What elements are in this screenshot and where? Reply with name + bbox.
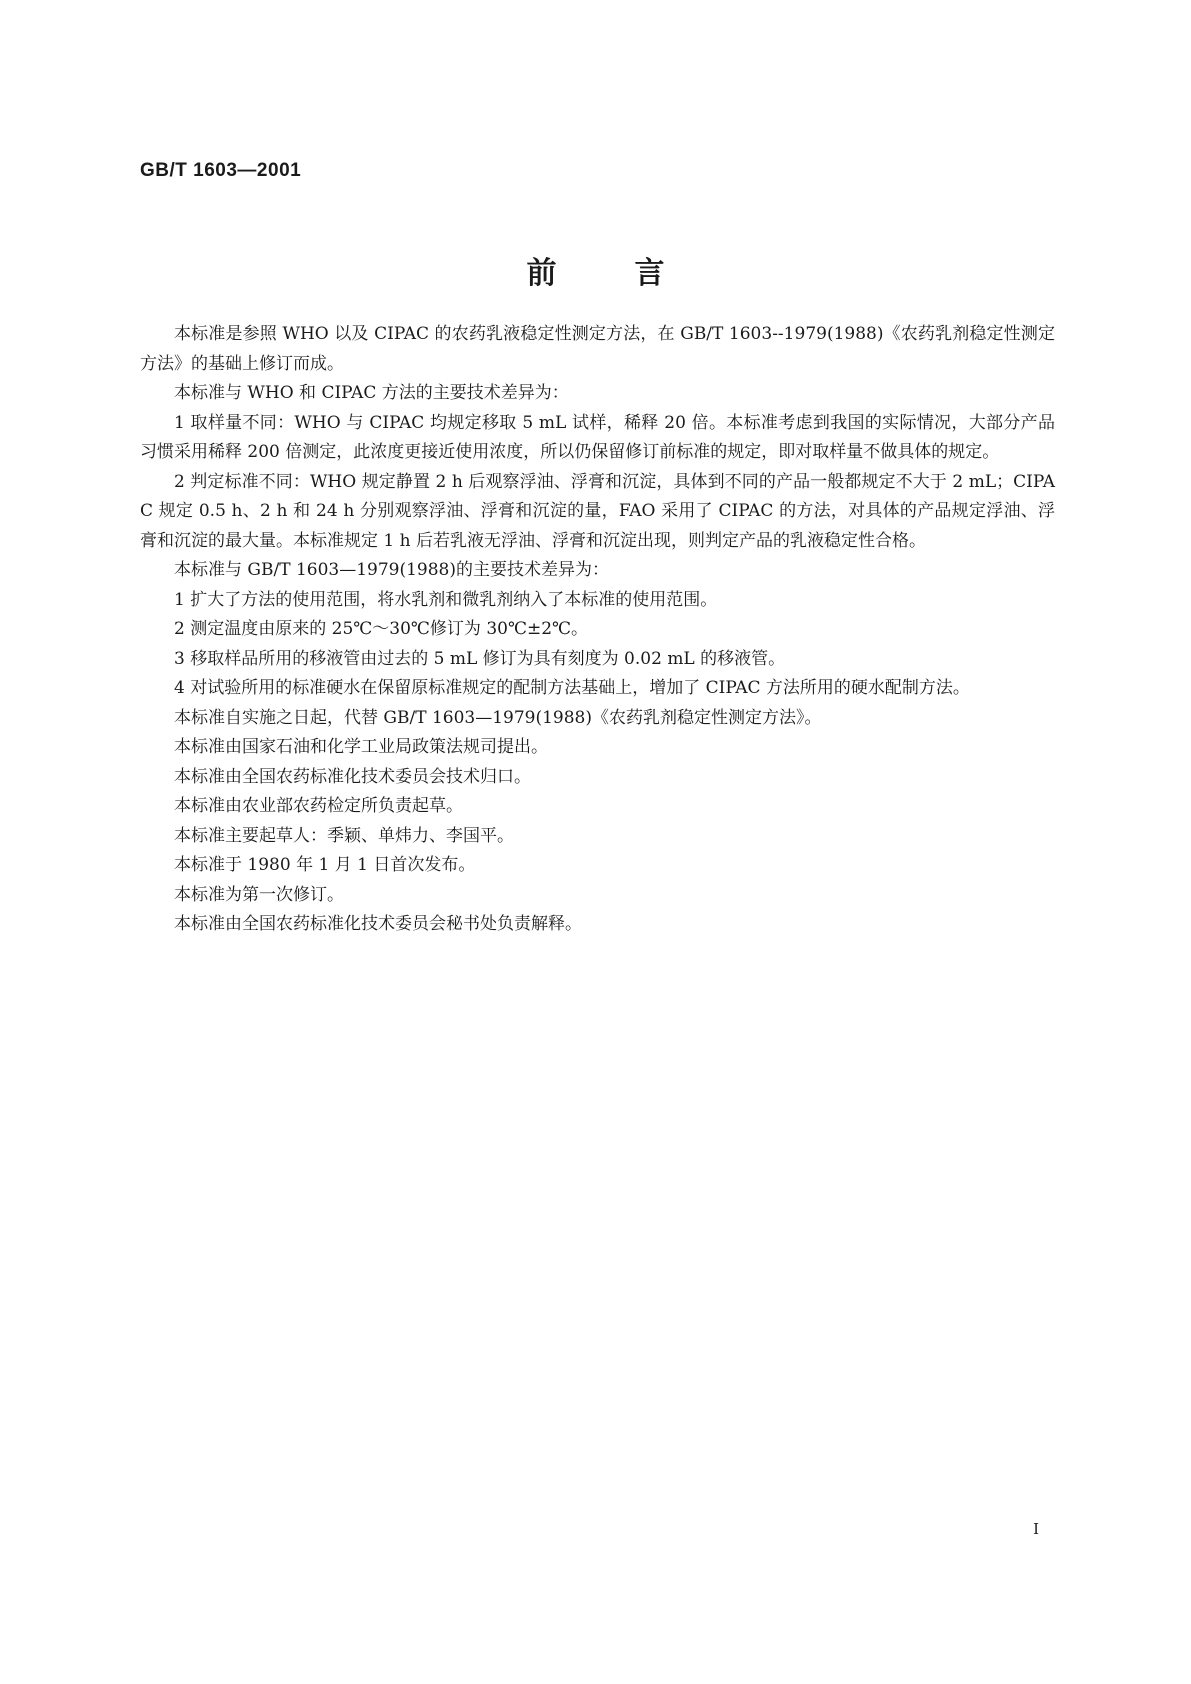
paragraph: 3 移取样品所用的移液管由过去的 5 mL 修订为具有刻度为 0.02 mL 的移液管。 xyxy=(174,648,786,669)
paragraph: 2 判定标准不同：WHO 规定静置 2 h 后观察浮油、浮膏和沉淀，具体到不同的产品一般都规定不大于 2 mL；CIPAC 规定 0.5 h、2 h 和 24 h 分别观察浮油、浮膏和沉淀的量，FAO 采用了 CIPAC 的方法，对具体的产品规定浮油、浮膏和沉淀的最大量。本标准规定 1 h 后若乳液无浮油、浮膏和沉淀出现，则判定产品的乳液稳定性合格。 xyxy=(140,471,1055,551)
document-body xyxy=(140,320,1055,940)
paragraph: 本标准自实施之日起，代替 GB/T 1603—1979(1988)《农药乳剂稳定性测定方法》。 xyxy=(174,707,822,728)
paragraph: 本标准由全国农药标准化技术委员会秘书处负责解释。 xyxy=(174,914,582,934)
standard-code: GB/T 1603—2001 xyxy=(140,160,302,181)
paragraph: 本标准由农业部农药检定所负责起草。 xyxy=(174,796,463,816)
paragraph: 本标准主要起草人：季颖、单炜力、李国平。 xyxy=(174,825,514,846)
paragraph: 1 扩大了方法的使用范围，将水乳剂和微乳剂纳入了本标准的使用范围。 xyxy=(174,589,718,610)
page-number: I xyxy=(1033,1520,1039,1538)
paragraph: 本标准为第一次修订。 xyxy=(174,884,344,905)
page-title: 前言 xyxy=(526,256,743,291)
paragraph: 本标准由国家石油和化学工业局政策法规司提出。 xyxy=(174,737,548,757)
paragraph: 本标准与 GB/T 1603—1979(1988)的主要技术差异为： xyxy=(174,560,610,580)
paragraph: 本标准由全国农药标准化技术委员会技术归口。 xyxy=(174,766,531,787)
paragraph: 本标准于 1980 年 1 月 1 日首次发布。 xyxy=(174,855,476,875)
paragraph: 本标准是参照 WHO 以及 CIPAC 的农药乳液稳定性测定方法，在 GB/T 1603--1979(1988)《农药乳剂稳定性测定方法》的基础上修订而成。 xyxy=(140,324,1055,374)
paragraph: 2 测定温度由原来的 25℃～30℃修订为 30℃±2℃。 xyxy=(174,619,589,639)
paragraph: 1 取样量不同：WHO 与 CIPAC 均规定移取 5 mL 试样，稀释 20 倍。本标准考虑到我国的实际情况，大部分产品习惯采用稀释 200 倍测定，此浓度更接近使用浓度，所以仍保留修订前标准的规定，即对取样量不做具体的规定。 xyxy=(140,412,1055,462)
paragraph: 本标准与 WHO 和 CIPAC 方法的主要技术差异为： xyxy=(174,383,569,403)
paragraph: 4 对试验所用的标准硬水在保留原标准规定的配制方法基础上，增加了 CIPAC 方法所用的硬水配制方法。 xyxy=(174,678,970,698)
